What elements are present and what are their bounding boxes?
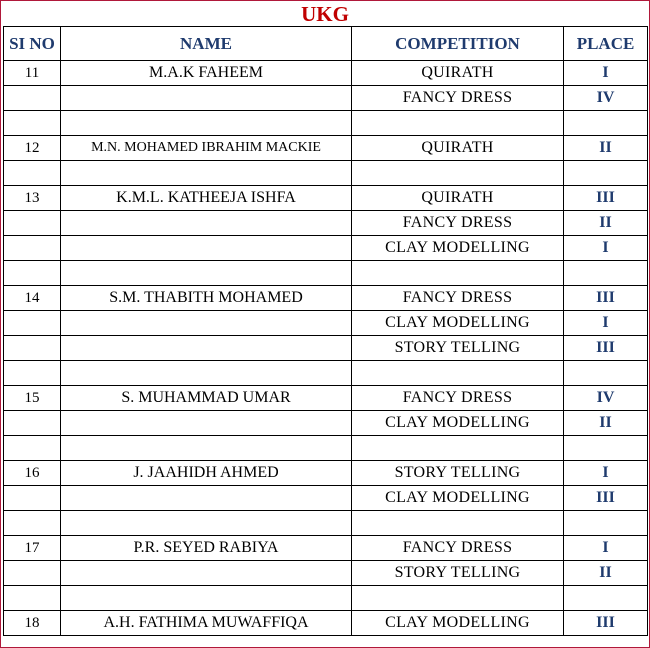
cell-name	[61, 336, 352, 361]
table-row	[4, 486, 648, 511]
cell-place	[564, 436, 648, 461]
cell-place: III	[564, 186, 648, 211]
cell-competition: FANCY DRESS	[352, 286, 564, 311]
cell-sno	[4, 411, 61, 436]
table-row	[4, 611, 648, 636]
header-name: NAME	[61, 27, 352, 61]
cell-place: IV	[564, 386, 648, 411]
cell-sno: 15	[4, 386, 61, 411]
table-row	[4, 336, 648, 361]
cell-sno: 14	[4, 286, 61, 311]
cell-sno: 18	[4, 611, 61, 636]
cell-competition: STORY TELLING	[352, 561, 564, 586]
cell-competition: CLAY MODELLING	[352, 411, 564, 436]
cell-sno: 11	[4, 61, 61, 86]
cell-sno	[4, 486, 61, 511]
cell-sno: 17	[4, 536, 61, 561]
table-body	[4, 61, 648, 636]
cell-place: II	[564, 136, 648, 161]
cell-competition: QUIRATH	[352, 136, 564, 161]
cell-sno	[4, 111, 61, 136]
cell-competition	[352, 111, 564, 136]
cell-place: IV	[564, 86, 648, 111]
page-title: UKG	[301, 2, 349, 26]
cell-name	[61, 561, 352, 586]
header-sno: SI NO	[4, 27, 61, 61]
cell-competition: QUIRATH	[352, 186, 564, 211]
table-row	[4, 61, 648, 86]
cell-competition: FANCY DRESS	[352, 211, 564, 236]
cell-name	[61, 411, 352, 436]
table-row	[4, 361, 648, 386]
cell-competition: FANCY DRESS	[352, 386, 564, 411]
table-row	[4, 436, 648, 461]
cell-name: A.H. FATHIMA MUWAFFIQA	[61, 611, 352, 636]
cell-sno	[4, 586, 61, 611]
cell-sno	[4, 561, 61, 586]
table-row	[4, 186, 648, 211]
table-row	[4, 411, 648, 436]
cell-sno: 13	[4, 186, 61, 211]
table-row	[4, 311, 648, 336]
cell-competition: QUIRATH	[352, 61, 564, 86]
cell-competition	[352, 261, 564, 286]
header-place: PLACE	[564, 27, 648, 61]
header-competition: COMPETITION	[352, 27, 564, 61]
cell-name	[61, 436, 352, 461]
cell-competition: CLAY MODELLING	[352, 236, 564, 261]
cell-place	[564, 111, 648, 136]
cell-place: I	[564, 236, 648, 261]
cell-competition: FANCY DRESS	[352, 536, 564, 561]
table-row	[4, 286, 648, 311]
cell-competition: CLAY MODELLING	[352, 611, 564, 636]
table-row	[4, 111, 648, 136]
cell-place: III	[564, 611, 648, 636]
cell-name: J. JAAHIDH AHMED	[61, 461, 352, 486]
cell-name	[61, 111, 352, 136]
cell-sno	[4, 511, 61, 536]
cell-name	[61, 511, 352, 536]
cell-sno	[4, 336, 61, 361]
cell-place: II	[564, 561, 648, 586]
table-row	[4, 561, 648, 586]
results-table	[3, 26, 648, 636]
table-row	[4, 86, 648, 111]
cell-sno	[4, 261, 61, 286]
table-row	[4, 261, 648, 286]
cell-name: K.M.L. KATHEEJA ISHFA	[61, 186, 352, 211]
cell-sno	[4, 436, 61, 461]
cell-competition: CLAY MODELLING	[352, 486, 564, 511]
cell-place: III	[564, 336, 648, 361]
cell-name: M.A.K FAHEEM	[61, 61, 352, 86]
cell-name: P.R. SEYED RABIYA	[61, 536, 352, 561]
cell-competition: FANCY DRESS	[352, 86, 564, 111]
cell-sno	[4, 86, 61, 111]
cell-competition	[352, 161, 564, 186]
cell-sno: 12	[4, 136, 61, 161]
header-row	[4, 27, 648, 61]
cell-competition	[352, 511, 564, 536]
table-row	[4, 511, 648, 536]
cell-sno	[4, 211, 61, 236]
cell-place: I	[564, 461, 648, 486]
cell-place	[564, 586, 648, 611]
cell-place: I	[564, 536, 648, 561]
cell-sno	[4, 236, 61, 261]
table-row	[4, 236, 648, 261]
cell-place: I	[564, 61, 648, 86]
cell-sno	[4, 161, 61, 186]
cell-competition	[352, 586, 564, 611]
cell-name: S.M. THABITH MOHAMED	[61, 286, 352, 311]
table-row	[4, 461, 648, 486]
cell-competition	[352, 361, 564, 386]
cell-place: II	[564, 411, 648, 436]
cell-name	[61, 211, 352, 236]
cell-sno	[4, 361, 61, 386]
table-row	[4, 586, 648, 611]
cell-competition: STORY TELLING	[352, 336, 564, 361]
cell-name	[61, 236, 352, 261]
table-row	[4, 386, 648, 411]
cell-place: I	[564, 311, 648, 336]
cell-place	[564, 161, 648, 186]
cell-place: II	[564, 211, 648, 236]
cell-place	[564, 511, 648, 536]
cell-name	[61, 86, 352, 111]
cell-competition: STORY TELLING	[352, 461, 564, 486]
cell-name	[61, 311, 352, 336]
cell-name	[61, 586, 352, 611]
table-row	[4, 211, 648, 236]
cell-place	[564, 261, 648, 286]
table-row	[4, 136, 648, 161]
cell-name	[61, 486, 352, 511]
cell-place: III	[564, 486, 648, 511]
table-row	[4, 536, 648, 561]
cell-place: III	[564, 286, 648, 311]
cell-name: M.N. MOHAMED IBRAHIM MACKIE	[61, 136, 352, 161]
cell-sno: 16	[4, 461, 61, 486]
cell-place	[564, 361, 648, 386]
cell-name	[61, 161, 352, 186]
cell-competition	[352, 436, 564, 461]
table-row	[4, 161, 648, 186]
cell-name: S. MUHAMMAD UMAR	[61, 386, 352, 411]
cell-name	[61, 261, 352, 286]
cell-sno	[4, 311, 61, 336]
cell-competition: CLAY MODELLING	[352, 311, 564, 336]
cell-name	[61, 361, 352, 386]
